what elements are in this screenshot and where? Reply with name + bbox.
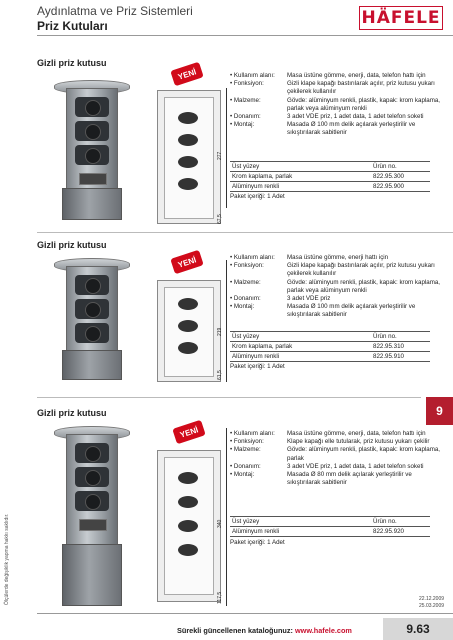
spec-value: Masada Ø 100 mm delik açılarak yerleştirilir ve sıkıştırılarak sabitlenir xyxy=(287,303,416,319)
article-no-cell: 822.95.920 xyxy=(371,527,430,537)
product-table xyxy=(230,331,430,362)
product-top-view xyxy=(157,450,221,602)
page-footer xyxy=(0,613,453,640)
spec-value: Gövde: alüminyum renkli, plastik, kapak: krom kaplama, parlak veya alüminyum renkli xyxy=(287,96,441,112)
page-number: 9.63 xyxy=(383,618,453,640)
socket-icon xyxy=(178,320,198,332)
table-header-cell: Üst yüzey xyxy=(230,517,371,527)
top-plate xyxy=(164,457,214,595)
spec-value: Masada Ø 100 mm delik açılarak yerleştirilir ve sıkıştırılarak sabitlenir xyxy=(287,121,416,137)
spec-row xyxy=(230,80,445,96)
spec-value: 3 adet VDE priz, 1 adet data, 1 adet telefon soketi xyxy=(287,113,424,121)
dimension-label: 61,5 xyxy=(217,370,223,380)
table-row xyxy=(230,352,430,362)
product-base xyxy=(62,544,122,606)
spec-value: 3 adet VDE priz xyxy=(287,295,331,303)
article-no-cell: 822.95.310 xyxy=(371,342,430,352)
footer-caption: Sürekli güncellenen kataloğunuz: xyxy=(177,626,293,635)
website-link[interactable]: www.hafele.com xyxy=(295,626,352,635)
table-row xyxy=(230,172,430,182)
socket-icon xyxy=(178,134,198,146)
spec-key: • Fonksiyon: xyxy=(230,80,264,88)
spec-key: • Montaj: xyxy=(230,303,255,311)
dimension-line xyxy=(226,88,227,208)
dimension-line xyxy=(226,260,227,382)
product-base xyxy=(62,188,122,220)
surface-cell: Krom kaplama, parlak xyxy=(230,172,371,182)
section-title: Gizli priz kutusu xyxy=(37,240,107,250)
package-contents: Paket içeriği: 1 Adet xyxy=(230,193,285,200)
table-header-cell: Ürün no. xyxy=(371,332,430,342)
chapter-tab: 9 xyxy=(426,397,453,425)
spec-value: Gövde: alüminyum renkli, plastik, kapak: krom kaplama, parlak veya alüminyum renkli xyxy=(287,278,441,294)
socket-icon xyxy=(75,275,109,295)
dimension-label: 117,5 xyxy=(217,591,223,604)
spec-row xyxy=(230,295,445,303)
table-header-cell: Üst yüzey xyxy=(230,162,371,172)
product-section-1 xyxy=(0,58,453,228)
spec-key: • Donanım: xyxy=(230,113,261,121)
spec-row xyxy=(230,72,445,80)
new-badge: YENİ xyxy=(172,420,205,444)
spec-row xyxy=(230,262,445,278)
product-top-view xyxy=(157,280,221,382)
product-section-2 xyxy=(0,240,453,390)
spec-key: • Kullanım alanı: xyxy=(230,430,275,437)
product-table xyxy=(230,161,430,192)
spec-key: • Malzeme: xyxy=(230,446,261,454)
surface-cell: Alüminyum renkli xyxy=(230,352,371,362)
table-header-cell: Üst yüzey xyxy=(230,332,371,342)
header-rule xyxy=(37,35,453,36)
product-image xyxy=(62,258,120,384)
top-plate xyxy=(164,97,214,219)
socket-icon xyxy=(75,443,109,463)
article-no-cell: 822.95.300 xyxy=(371,172,430,182)
spec-key: • Montaj: xyxy=(230,471,255,479)
socket-icon xyxy=(178,472,198,484)
socket-icon xyxy=(75,467,109,487)
socket-icon xyxy=(75,145,109,165)
spec-row xyxy=(230,97,445,113)
spec-list xyxy=(230,72,445,138)
spec-value: Masa üstüne gömme, enerji, data, telefon hattı için xyxy=(287,430,426,437)
socket-icon xyxy=(75,323,109,343)
table-header-row xyxy=(230,162,430,172)
table-header-cell: Ürün no. xyxy=(371,162,430,172)
product-top-view xyxy=(157,90,221,224)
product-base xyxy=(62,350,122,380)
spec-row xyxy=(230,303,445,319)
spec-row xyxy=(230,471,445,487)
revision-dates xyxy=(419,596,444,610)
spec-key: • Kullanım alanı: xyxy=(230,254,275,261)
dimension-label: 340 xyxy=(217,519,223,528)
socket-icon xyxy=(75,97,109,117)
dimension-label: 67,5 xyxy=(217,214,223,224)
spec-row xyxy=(230,254,445,262)
table-header-row xyxy=(230,517,430,527)
table-row xyxy=(230,342,430,352)
footer-rule xyxy=(37,613,453,614)
spec-row xyxy=(230,121,445,137)
product-column xyxy=(66,266,118,352)
product-section-3 xyxy=(0,408,453,613)
socket-icon xyxy=(75,491,109,511)
date-1: 22.12.2009 xyxy=(419,596,445,602)
hafele-logo xyxy=(359,6,443,30)
page-header xyxy=(0,0,453,36)
product-table xyxy=(230,516,430,537)
article-no-cell: 822.95.900 xyxy=(371,182,430,192)
spec-key: • Donanım: xyxy=(230,295,261,303)
surface-cell: Krom kaplama, parlak xyxy=(230,342,371,352)
date-2: 25.03.2009 xyxy=(419,603,445,609)
spec-value: Masa üstüne gömme, enerji hattı için xyxy=(287,254,389,261)
spec-row xyxy=(230,446,445,462)
brand-text: HÄFELE xyxy=(361,8,441,28)
spec-list xyxy=(230,254,445,320)
spec-key: • Malzeme: xyxy=(230,278,261,286)
spec-value: Gövde: alüminyum renkli, plastik, kapak: krom kaplama, parlak xyxy=(287,446,441,462)
data-port-icon xyxy=(79,173,107,185)
spec-key: • Donanım: xyxy=(230,462,261,470)
spec-value: Gizli klape kapağı bastırılarak açılır, priz kutusu yukarı çekilerek kullanılır xyxy=(287,80,435,96)
spec-key: • Montaj: xyxy=(230,121,255,129)
section-divider xyxy=(37,397,421,398)
spec-value: Gizli klape kapağı bastırılarak açılır, priz kutusu yukarı çekilerek kullanılır xyxy=(287,262,435,278)
socket-icon xyxy=(178,496,198,508)
product-column xyxy=(66,434,118,546)
article-no-cell: 822.95.910 xyxy=(371,352,430,362)
socket-icon xyxy=(178,178,198,190)
table-row xyxy=(230,527,430,537)
product-image xyxy=(62,426,120,608)
spec-key: • Kullanım alanı: xyxy=(230,72,275,79)
top-plate xyxy=(164,287,214,377)
rights-note: Ölçülerde değişiklik yapma hakkı saklıdır. xyxy=(4,513,10,605)
table-header-row xyxy=(230,332,430,342)
spec-row xyxy=(230,463,445,471)
spec-list xyxy=(230,430,445,487)
new-badge: YENİ xyxy=(170,250,203,274)
spec-key: • Fonksiyon: xyxy=(230,262,264,270)
spec-value: 3 adet VDE priz, 1 adet data, 1 adet telefon soketi xyxy=(287,462,424,470)
new-badge: YENİ xyxy=(170,62,203,86)
table-row xyxy=(230,182,430,192)
table-header-cell: Ürün no. xyxy=(371,517,430,527)
surface-cell: Alüminyum renkli xyxy=(230,527,371,537)
section-title: Gizli priz kutusu xyxy=(37,408,107,418)
spec-key: • Fonksiyon: xyxy=(230,438,264,446)
section-divider xyxy=(37,232,453,233)
spec-row xyxy=(230,430,445,438)
footer-text xyxy=(177,626,352,635)
spec-value: Masada Ø 80 mm delik açılarak yerleştirilir ve sıkıştırılarak sabitlenir xyxy=(287,471,412,487)
socket-icon xyxy=(178,112,198,124)
spec-value: Klape kapağı elle tutularak, priz kutusu yukarı çekilir xyxy=(287,438,430,446)
spec-value: Masa üstüne gömme, enerji, data, telefon hattı için xyxy=(287,72,426,79)
spec-row xyxy=(230,438,445,446)
surface-cell: Alüminyum renkli xyxy=(230,182,371,192)
socket-icon xyxy=(178,156,198,168)
spec-row xyxy=(230,279,445,295)
header-title: Aydınlatma ve Priz Sistemleri xyxy=(37,4,193,18)
header-subtitle: Priz Kutuları xyxy=(37,19,108,33)
dimension-line xyxy=(226,428,227,606)
socket-icon xyxy=(178,544,198,556)
dimension-label: 219 xyxy=(217,327,223,336)
spec-row xyxy=(230,113,445,121)
package-contents: Paket içeriği: 1 Adet xyxy=(230,539,285,546)
data-port-icon xyxy=(79,519,107,531)
package-contents: Paket içeriği: 1 Adet xyxy=(230,363,285,370)
socket-icon xyxy=(75,299,109,319)
product-column xyxy=(66,88,118,190)
socket-icon xyxy=(178,298,198,310)
spec-key: • Malzeme: xyxy=(230,96,261,104)
dimension-label: 277 xyxy=(217,151,223,160)
socket-icon xyxy=(178,342,198,354)
product-image xyxy=(62,80,120,220)
section-title: Gizli priz kutusu xyxy=(37,58,107,68)
socket-icon xyxy=(75,121,109,141)
socket-icon xyxy=(178,520,198,532)
